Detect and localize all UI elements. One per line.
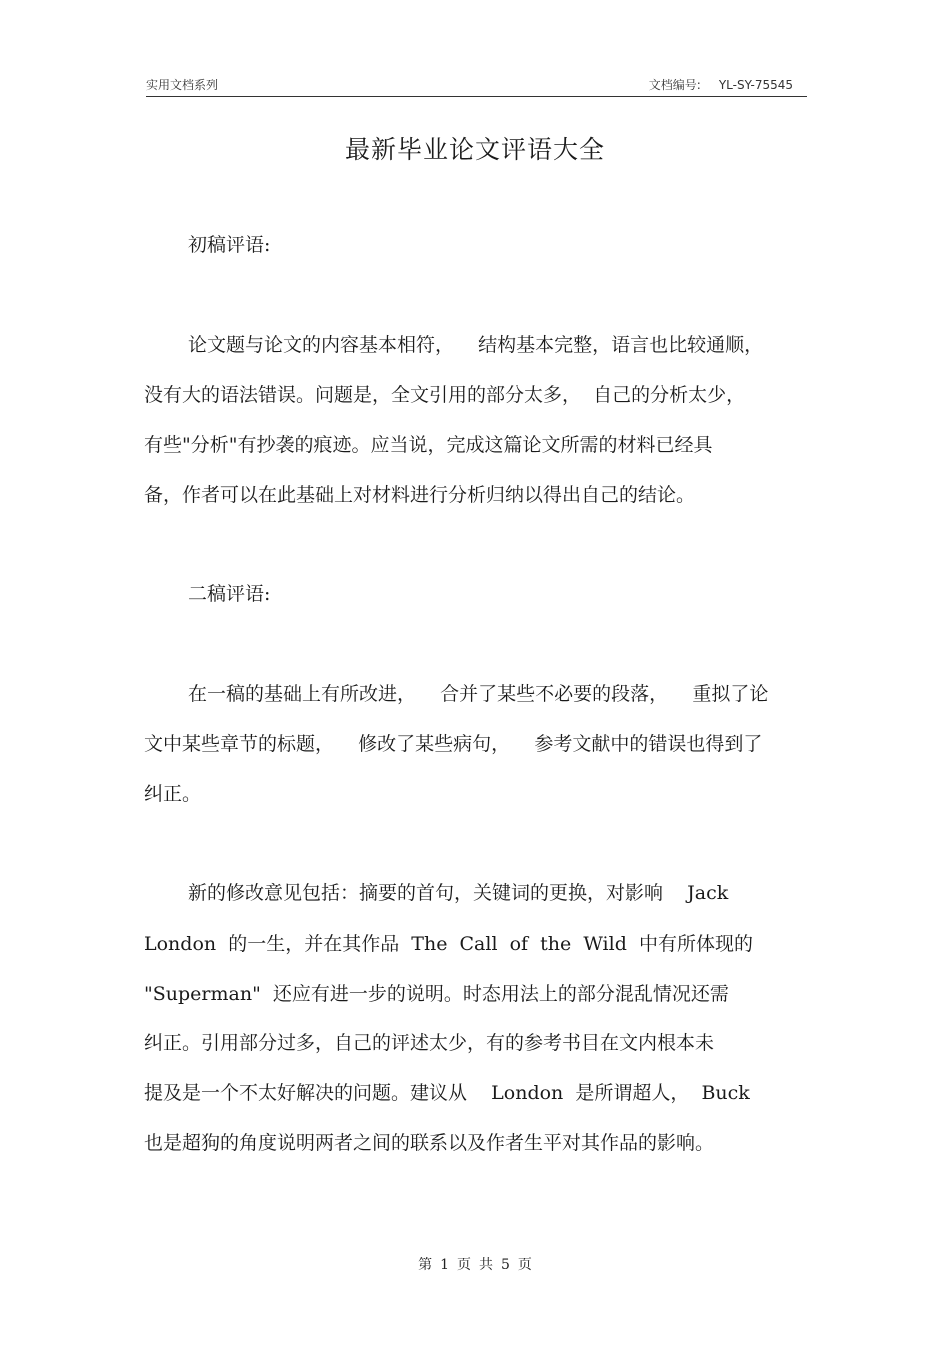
paragraph-line: 纠正。引用部分过多，自己的评述太少，有的参考书目在文内根本未 [144, 1032, 715, 1054]
footer-page-number: 1 [440, 1257, 449, 1273]
paragraph-line: 提及是一个不太好解决的问题。建议从 London 是所谓超人， Buck [144, 1082, 750, 1104]
page-footer [0, 1254, 950, 1274]
page-header [146, 74, 807, 97]
paragraph-line: 论文题与论文的内容基本相符， 结构基本完整，语言也比较通顺， [188, 334, 764, 356]
paragraph-line: 在一稿的基础上有所改进， 合并了某些不必要的段落， 重拟了论 [188, 683, 769, 705]
paragraph-line: 新的修改意见包括：摘要的首句，关键词的更换，对影响 Jack [188, 882, 729, 904]
paragraph-line: 文中某些章节的标题， 修改了某些病句， 参考文献中的错误也得到了 [144, 733, 763, 755]
paragraph-line: 也是超狗的角度说明两者之间的联系以及作者生平对其作品的影响。 [144, 1132, 715, 1154]
footer-total-unit: 页 [517, 1257, 532, 1273]
paragraph-line: London 的一生，并在其作品 The Call of the Wild 中有所体现的 [144, 933, 753, 955]
paragraph-line: "Superman" 还应有进一步的说明。时态用法上的部分混乱情况还需 [144, 983, 729, 1005]
doc-number-label: 文档编号: [648, 78, 701, 92]
footer-total-word: 共 [479, 1257, 493, 1273]
footer-page-unit: 页 [457, 1257, 471, 1273]
paragraph-line: 有些"分析"有抄袭的痕迹。应当说，完成这篇论文所需的材料已经具 [144, 434, 713, 456]
header-series-label: 实用文档系列 [146, 78, 219, 92]
paragraph-line: 没有大的语法错误。问题是，全文引用的部分太多， 自己的分析太少， [144, 384, 746, 406]
section-heading-second-draft: 二稿评语: [188, 583, 271, 605]
header-doc-number [649, 76, 793, 93]
document-title: 最新毕业论文评语大全 [344, 135, 605, 164]
footer-total-pages: 5 [501, 1257, 510, 1273]
footer-page-word: 第 [418, 1257, 433, 1273]
doc-number-value: YL-SY-75545 [718, 78, 793, 92]
paragraph-line: 备，作者可以在此基础上对材料进行分析归纳以得出自己的结论。 [144, 484, 696, 506]
paragraph-line: 纠正。 [144, 783, 202, 805]
section-heading-first-draft: 初稿评语: [188, 234, 271, 256]
